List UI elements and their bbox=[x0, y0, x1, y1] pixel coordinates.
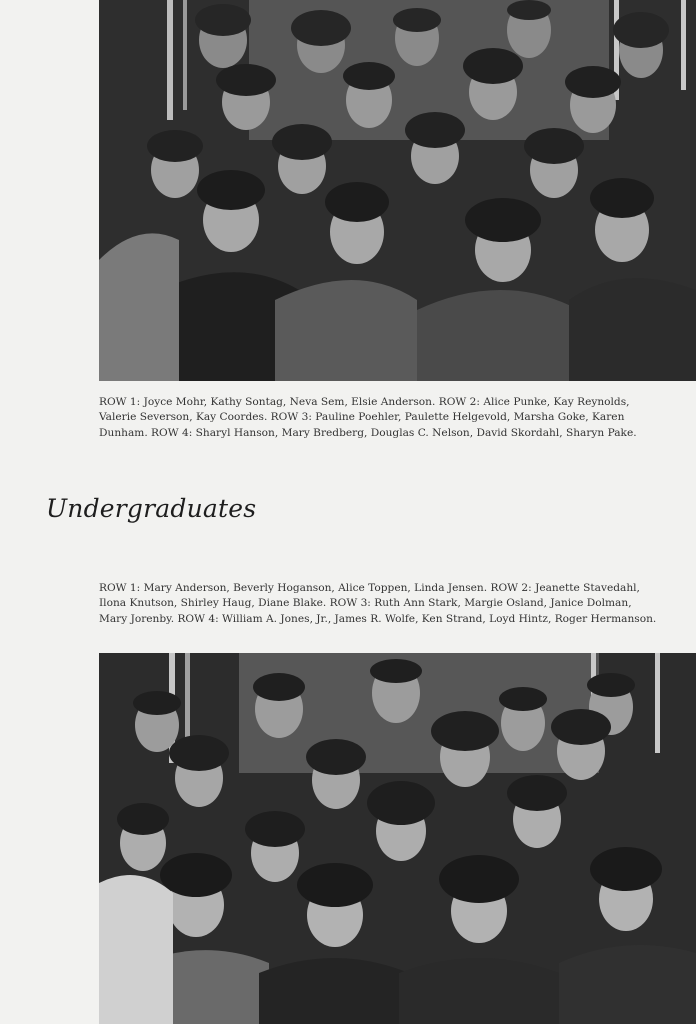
group-photo-top bbox=[99, 0, 696, 381]
bottom-photo-caption: ROW 1: Mary Anderson, Beverly Hoganson, Alice Toppen, Linda Jensen. ROW 2: Jeanette Stavedahl, Ilona Knutson, Shirley Haug, Diane Blake. ROW 3: Ruth Ann Stark, Margie Osland, Janice Dolman, Mary Jorenby. ROW 4: William A. Jones, Jr., James R. Wolfe, Ken Strand, Loyd Hintz, Roger Hermanson. bbox=[99, 582, 657, 625]
top-photo-caption: ROW 1: Joyce Mohr, Kathy Sontag, Neva Sem, Elsie Anderson. ROW 2: Alice Punke, Kay Reynolds, Valerie Severson, Kay Coordes. ROW 3: Pauline Poehler, Paulette Helgevold, Marsha Goke, Karen Dunham. ROW 4: Sharyl Hanson, Mary Bredberg, Douglas C. Nelson, David Skordahl, Sharyn Pake. bbox=[99, 396, 637, 439]
group-photo-bottom bbox=[99, 653, 696, 1024]
section-heading: Undergraduates bbox=[46, 494, 257, 523]
group-photo-bottom-image bbox=[99, 653, 696, 1024]
group-photo-top-image bbox=[99, 0, 696, 381]
